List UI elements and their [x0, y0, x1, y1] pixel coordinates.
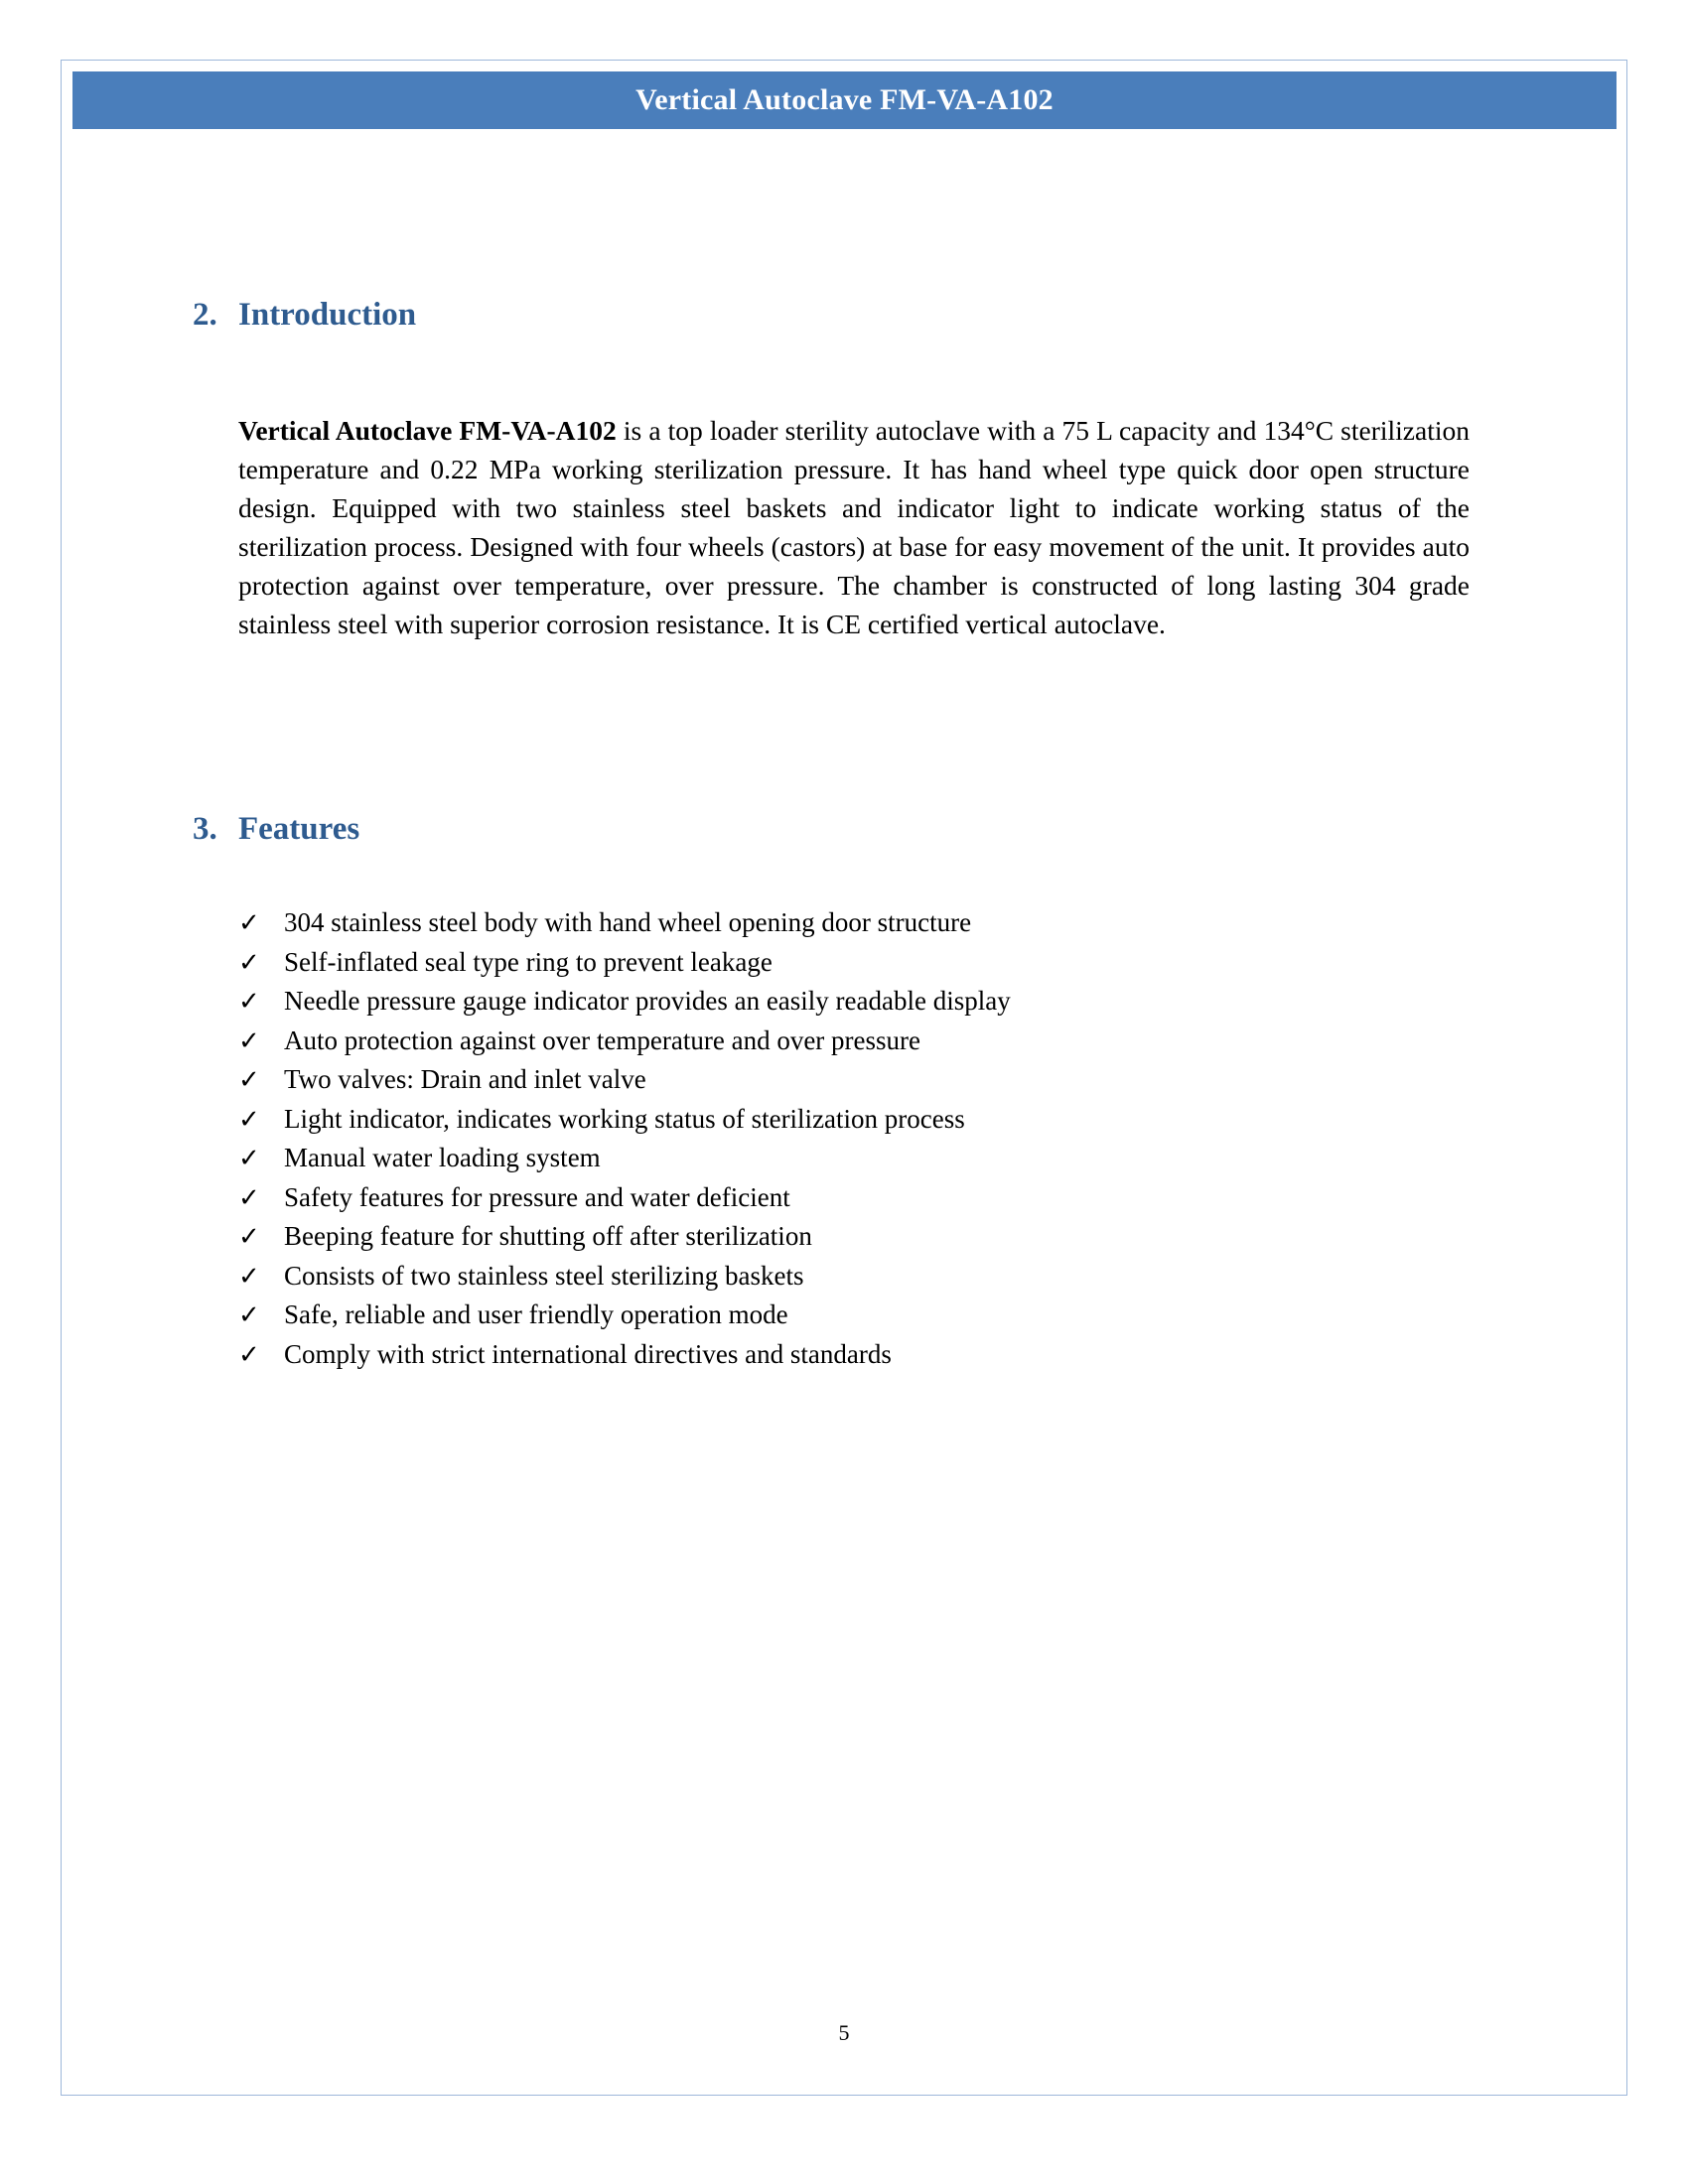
checkmark-icon: ✓ [238, 1261, 260, 1291]
page-number: 5 [838, 2020, 850, 2045]
feature-list-item [238, 1139, 1470, 1178]
introduction-paragraph [238, 411, 1470, 643]
feature-list-item [238, 1022, 1470, 1061]
checkmark-icon: ✓ [238, 1182, 260, 1212]
checkmark-icon: ✓ [238, 1300, 260, 1329]
introduction-body-text: is a top loader sterility autoclave with a 75 L capacity and 134°C sterilization temperature and 0.22 MPa working sterilization pressure. It has hand wheel type quick door open structure design. Equipped with two stainless steel baskets and indicator light to indicate working status of the sterilization process. Designed with four wheels (castors) at base for easy movement of the unit. It provides auto protection against over temperature, over pressure. The chamber is constructed of long lasting 304 grade stainless steel with superior corrosion resistance. It is CE certified vertical autoclave. [238, 414, 1470, 639]
feature-list-item [238, 982, 1470, 1022]
feature-item-label: Beeping feature for shutting off after sterilization [284, 1221, 812, 1251]
feature-item-label: Light indicator, indicates working status of sterilization process [284, 1103, 965, 1134]
feature-list-item [238, 1178, 1470, 1218]
feature-list-item [238, 943, 1470, 983]
section-number-features: 3. [193, 811, 217, 847]
feature-item-label: Consists of two stainless steel sterilizing baskets [284, 1260, 804, 1291]
section-title-features: Features [238, 811, 360, 847]
feature-list-item [238, 1335, 1470, 1375]
checkmark-icon: ✓ [238, 1065, 260, 1094]
feature-item-label: Safe, reliable and user friendly operation mode [284, 1299, 788, 1329]
feature-list-item [238, 1296, 1470, 1335]
feature-item-label: Comply with strict international directives and standards [284, 1338, 892, 1369]
section-heading-introduction [193, 299, 416, 332]
feature-list-item [238, 1217, 1470, 1257]
feature-list-item [238, 1060, 1470, 1100]
features-list [238, 903, 1470, 1374]
checkmark-icon: ✓ [238, 908, 260, 937]
feature-item-label: 304 stainless steel body with hand wheel opening door structure [284, 907, 972, 937]
feature-list-item [238, 903, 1470, 943]
section-heading-features [193, 813, 359, 846]
feature-item-label: Manual water loading system [284, 1143, 601, 1172]
checkmark-icon: ✓ [238, 1339, 260, 1369]
feature-list-item [238, 1100, 1470, 1140]
checkmark-icon: ✓ [238, 1222, 260, 1251]
section-number-introduction: 2. [193, 297, 217, 333]
checkmark-icon: ✓ [238, 987, 260, 1016]
document-header-title: Vertical Autoclave FM-VA-A102 [635, 83, 1054, 116]
introduction-lead-bold: Vertical Autoclave FM-VA-A102 [238, 414, 617, 446]
feature-list-item [238, 1257, 1470, 1297]
checkmark-icon: ✓ [238, 1104, 260, 1134]
feature-item-label: Auto protection against over temperature and over pressure [284, 1024, 921, 1055]
feature-item-label: Safety features for pressure and water deficient [284, 1181, 790, 1212]
feature-item-label: Self-inflated seal type ring to prevent leakage [284, 946, 773, 977]
checkmark-icon: ✓ [238, 1144, 260, 1172]
section-title-introduction: Introduction [238, 297, 417, 333]
checkmark-icon: ✓ [238, 947, 260, 977]
checkmark-icon: ✓ [238, 1025, 260, 1055]
feature-item-label: Needle pressure gauge indicator provides an easily readable display [284, 986, 1011, 1016]
document-header-banner [72, 71, 1617, 129]
feature-item-label: Two valves: Drain and inlet valve [284, 1064, 646, 1094]
